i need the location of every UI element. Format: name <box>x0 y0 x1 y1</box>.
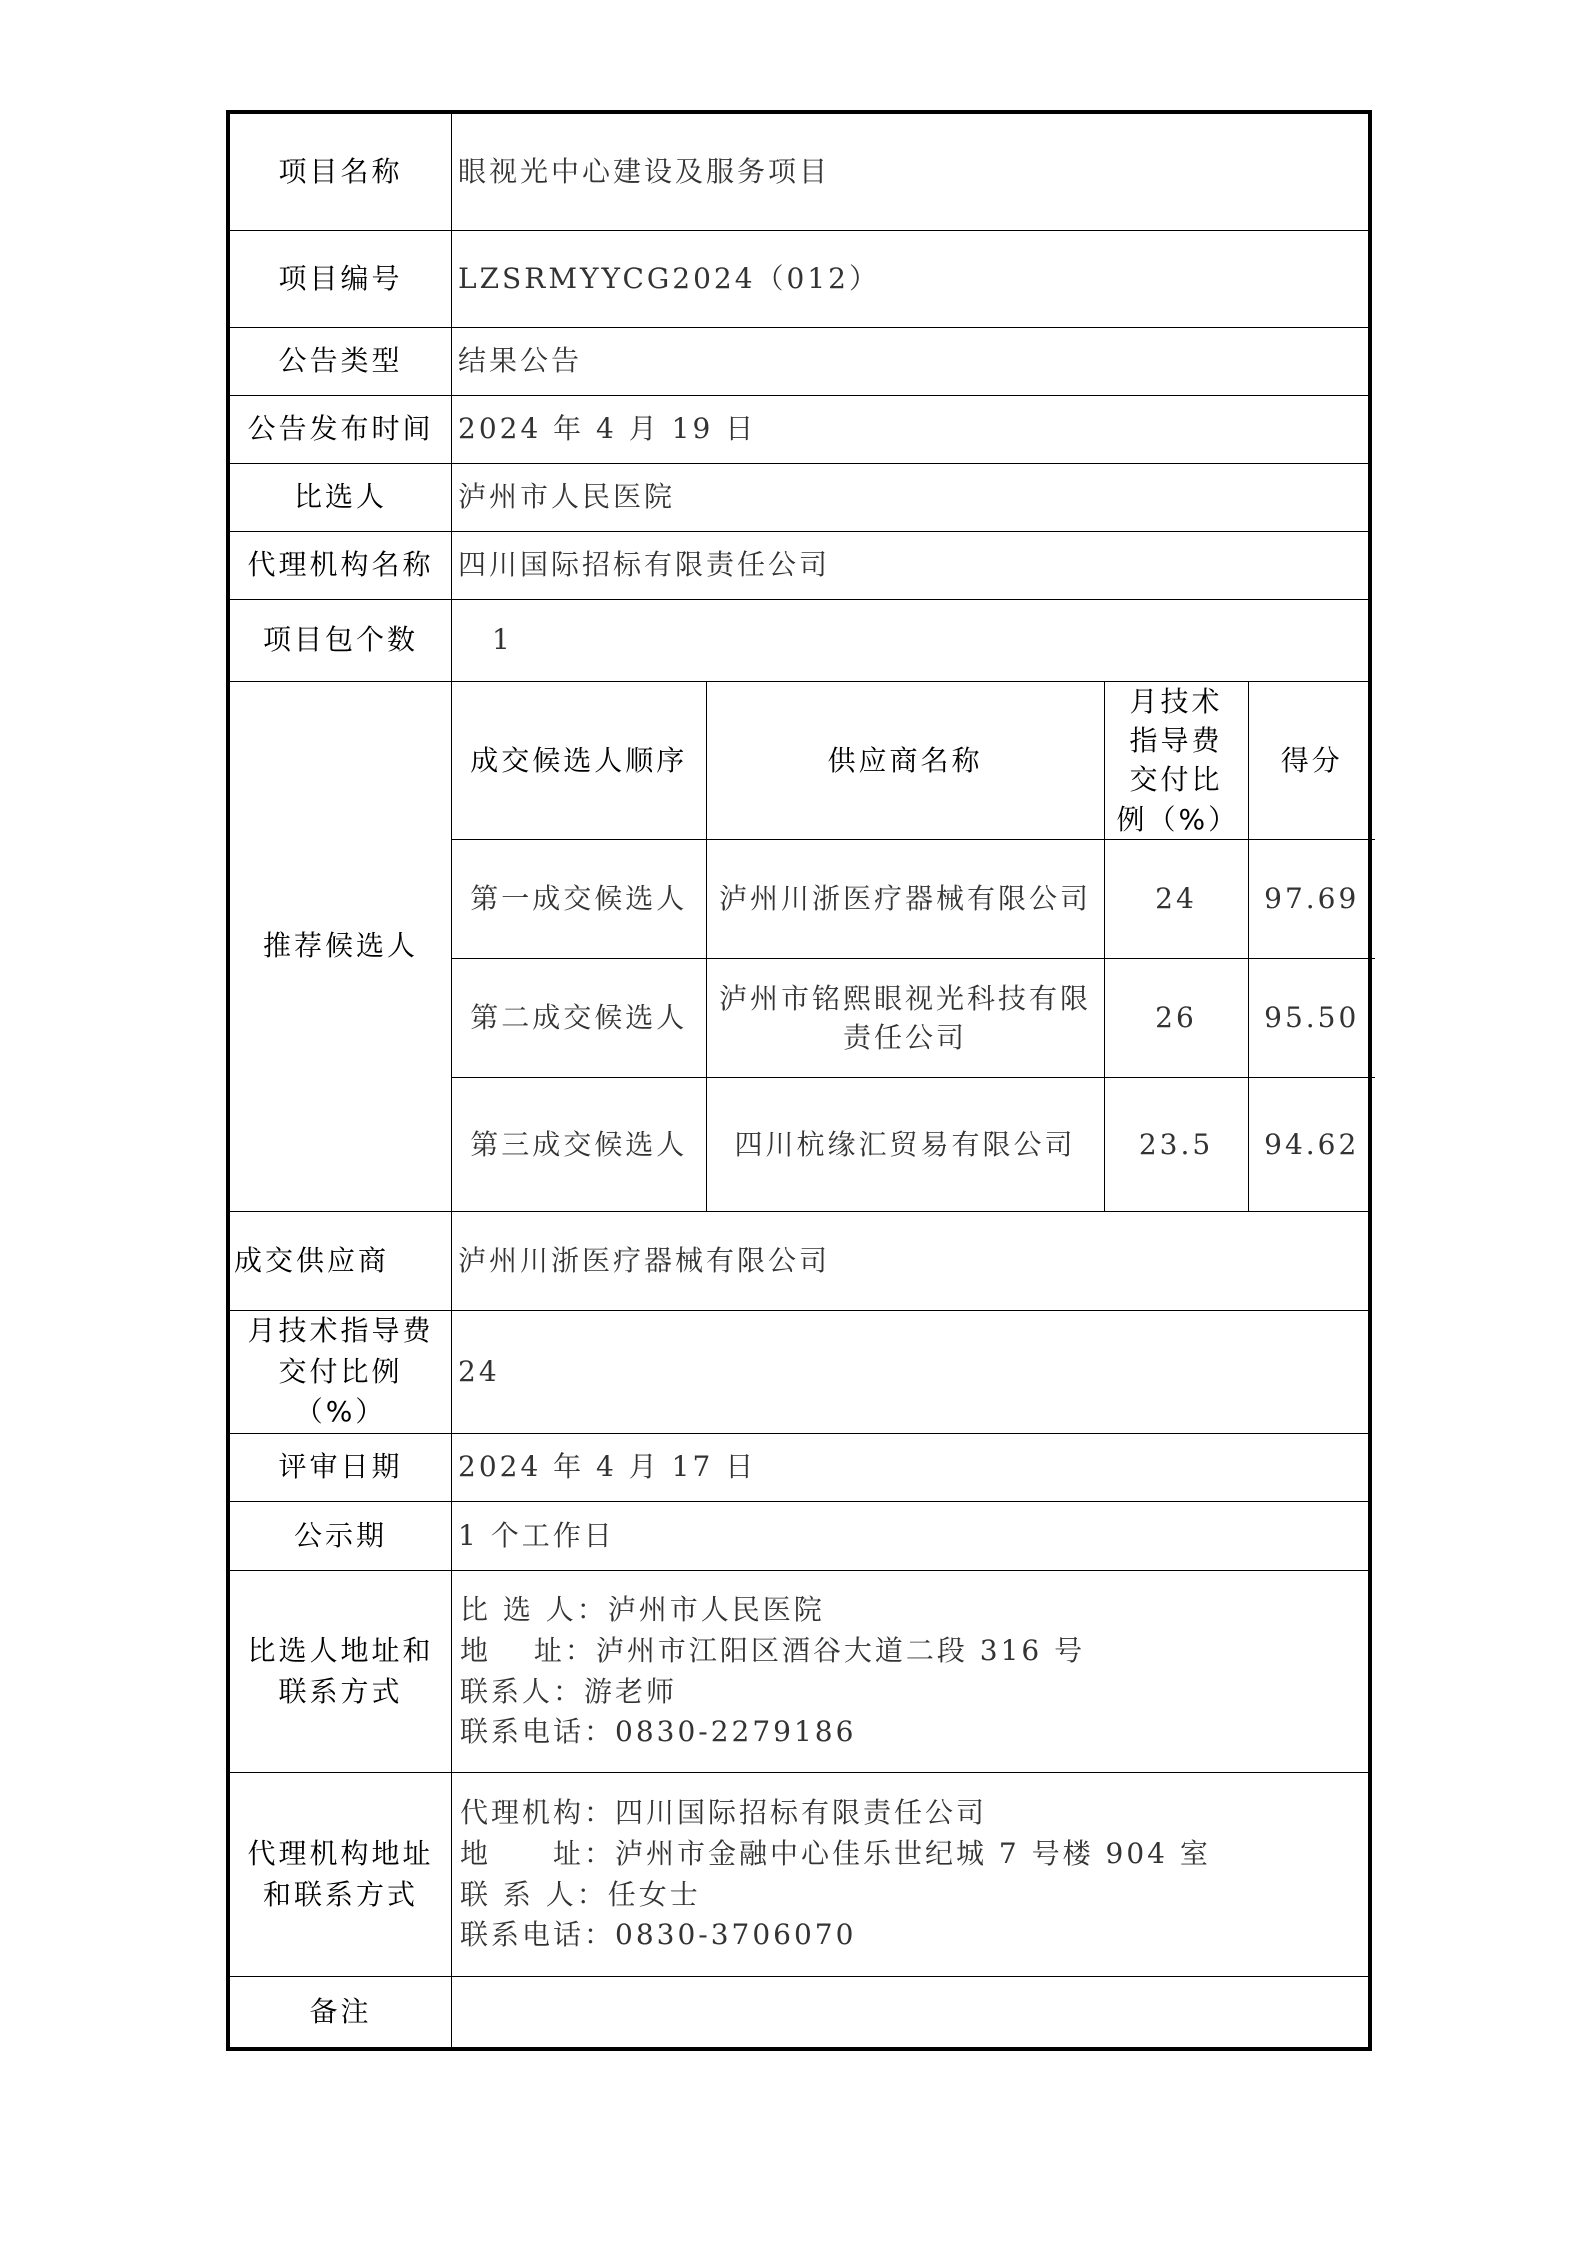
buyer-contact-line: 地 址：泸州市江阳区酒谷大道二段 316 号 <box>460 1633 1086 1667</box>
row-publish-date <box>230 396 1369 464</box>
row-fee-ratio <box>230 1311 1369 1434</box>
candidate-ratio: 23.5 <box>1104 1077 1248 1211</box>
candidate-supplier: 泸州川浙医疗器械有限公司 <box>706 839 1104 958</box>
row-agency <box>230 532 1369 600</box>
candidate-order: 第一成交候选人 <box>452 839 706 958</box>
candidate-score: 97.69 <box>1248 839 1375 958</box>
candidate-row <box>452 1077 1375 1211</box>
publicity-period-value: 1 个工作日 <box>452 1502 1369 1571</box>
agency-contact-details <box>452 1773 1369 1977</box>
candidate-order: 第二成交候选人 <box>452 958 706 1077</box>
agency-contact-line: 联 系 人：任女士 <box>460 1877 701 1911</box>
candidates-cell <box>452 682 1369 1212</box>
candidate-ratio: 24 <box>1104 839 1248 958</box>
review-date-value: 2024 年 4 月 17 日 <box>452 1434 1369 1502</box>
candidate-score: 94.62 <box>1264 1127 1360 1161</box>
row-review-date <box>230 1434 1369 1502</box>
announcement-document <box>226 110 1372 2051</box>
candidates-table <box>452 682 1375 1211</box>
row-package-count <box>230 600 1369 682</box>
agency-contact-line: 地 址：泸州市金融中心佳乐世纪城 7 号楼 904 室 <box>460 1836 1211 1870</box>
agency-contact-line: 代理机构：四川国际招标有限责任公司 <box>460 1796 988 1830</box>
header-supplier: 供应商名称 <box>706 682 1104 839</box>
candidates-header-row <box>452 682 1375 839</box>
agency-label: 代理机构名称 <box>230 532 452 600</box>
buyer-contact-line: 联系人：游老师 <box>460 1674 678 1708</box>
project-name-label: 项目名称 <box>230 114 452 231</box>
buyer-contact-label: 比选人地址和联系方式 <box>230 1571 452 1773</box>
candidate-supplier: 四川杭缘汇贸易有限公司 <box>706 1077 1104 1211</box>
package-count-value: 1 <box>452 600 1369 682</box>
review-date-label: 评审日期 <box>230 1434 452 1502</box>
fee-ratio-value: 24 <box>452 1311 1369 1434</box>
announcement-type-value: 结果公告 <box>452 328 1369 396</box>
candidate-row <box>452 958 1375 1077</box>
candidate-score: 95.50 <box>1248 958 1375 1077</box>
candidate-supplier: 泸州市铭熙眼视光科技有限责任公司 <box>706 958 1104 1077</box>
fee-ratio-label: 月技术指导费交付比例（%） <box>230 1311 452 1434</box>
project-code-value: LZSRMYYCG2024（012） <box>452 231 1369 328</box>
agency-contact-label: 代理机构地址和联系方式 <box>230 1773 452 1977</box>
publish-date-value: 2024 年 4 月 19 日 <box>452 396 1369 464</box>
row-buyer <box>230 464 1369 532</box>
buyer-value: 泸州市人民医院 <box>452 464 1369 532</box>
header-score: 得分 <box>1248 682 1375 839</box>
agency-contact-line: 联系电话：0830-3706070 <box>460 1918 857 1952</box>
header-ratio: 月技术指导费交付比例（%） <box>1104 682 1248 839</box>
publicity-period-label: 公示期 <box>230 1502 452 1571</box>
announcement-table <box>229 113 1369 2048</box>
row-project-code <box>230 231 1369 328</box>
row-remarks <box>230 1977 1369 2048</box>
candidate-order: 第三成交候选人 <box>452 1077 706 1211</box>
header-order: 成交候选人顺序 <box>452 682 706 839</box>
announcement-type-label: 公告类型 <box>230 328 452 396</box>
buyer-contact-details <box>452 1571 1369 1773</box>
agency-value: 四川国际招标有限责任公司 <box>452 532 1369 600</box>
row-winner <box>230 1212 1369 1311</box>
buyer-contact-line: 比 选 人：泸州市人民医院 <box>460 1593 825 1627</box>
candidate-row <box>452 839 1375 958</box>
row-project-name <box>230 114 1369 231</box>
row-candidates <box>230 682 1369 1212</box>
project-name-value: 眼视光中心建设及服务项目 <box>452 114 1369 231</box>
candidates-label: 推荐候选人 <box>230 682 452 1212</box>
package-count-label: 项目包个数 <box>230 600 452 682</box>
candidate-ratio: 26 <box>1104 958 1248 1077</box>
buyer-contact-line: 联系电话：0830-2279186 <box>460 1715 857 1749</box>
row-publicity-period <box>230 1502 1369 1571</box>
row-agency-contact <box>230 1773 1369 1977</box>
project-code-label: 项目编号 <box>230 231 452 328</box>
remarks-value <box>452 1977 1369 2048</box>
buyer-label: 比选人 <box>230 464 452 532</box>
row-announcement-type <box>230 328 1369 396</box>
winner-label: 成交供应商 <box>230 1212 452 1311</box>
winner-value: 泸州川浙医疗器械有限公司 <box>452 1212 1369 1311</box>
publish-date-label: 公告发布时间 <box>230 396 452 464</box>
remarks-label: 备注 <box>230 1977 452 2048</box>
row-buyer-contact <box>230 1571 1369 1773</box>
